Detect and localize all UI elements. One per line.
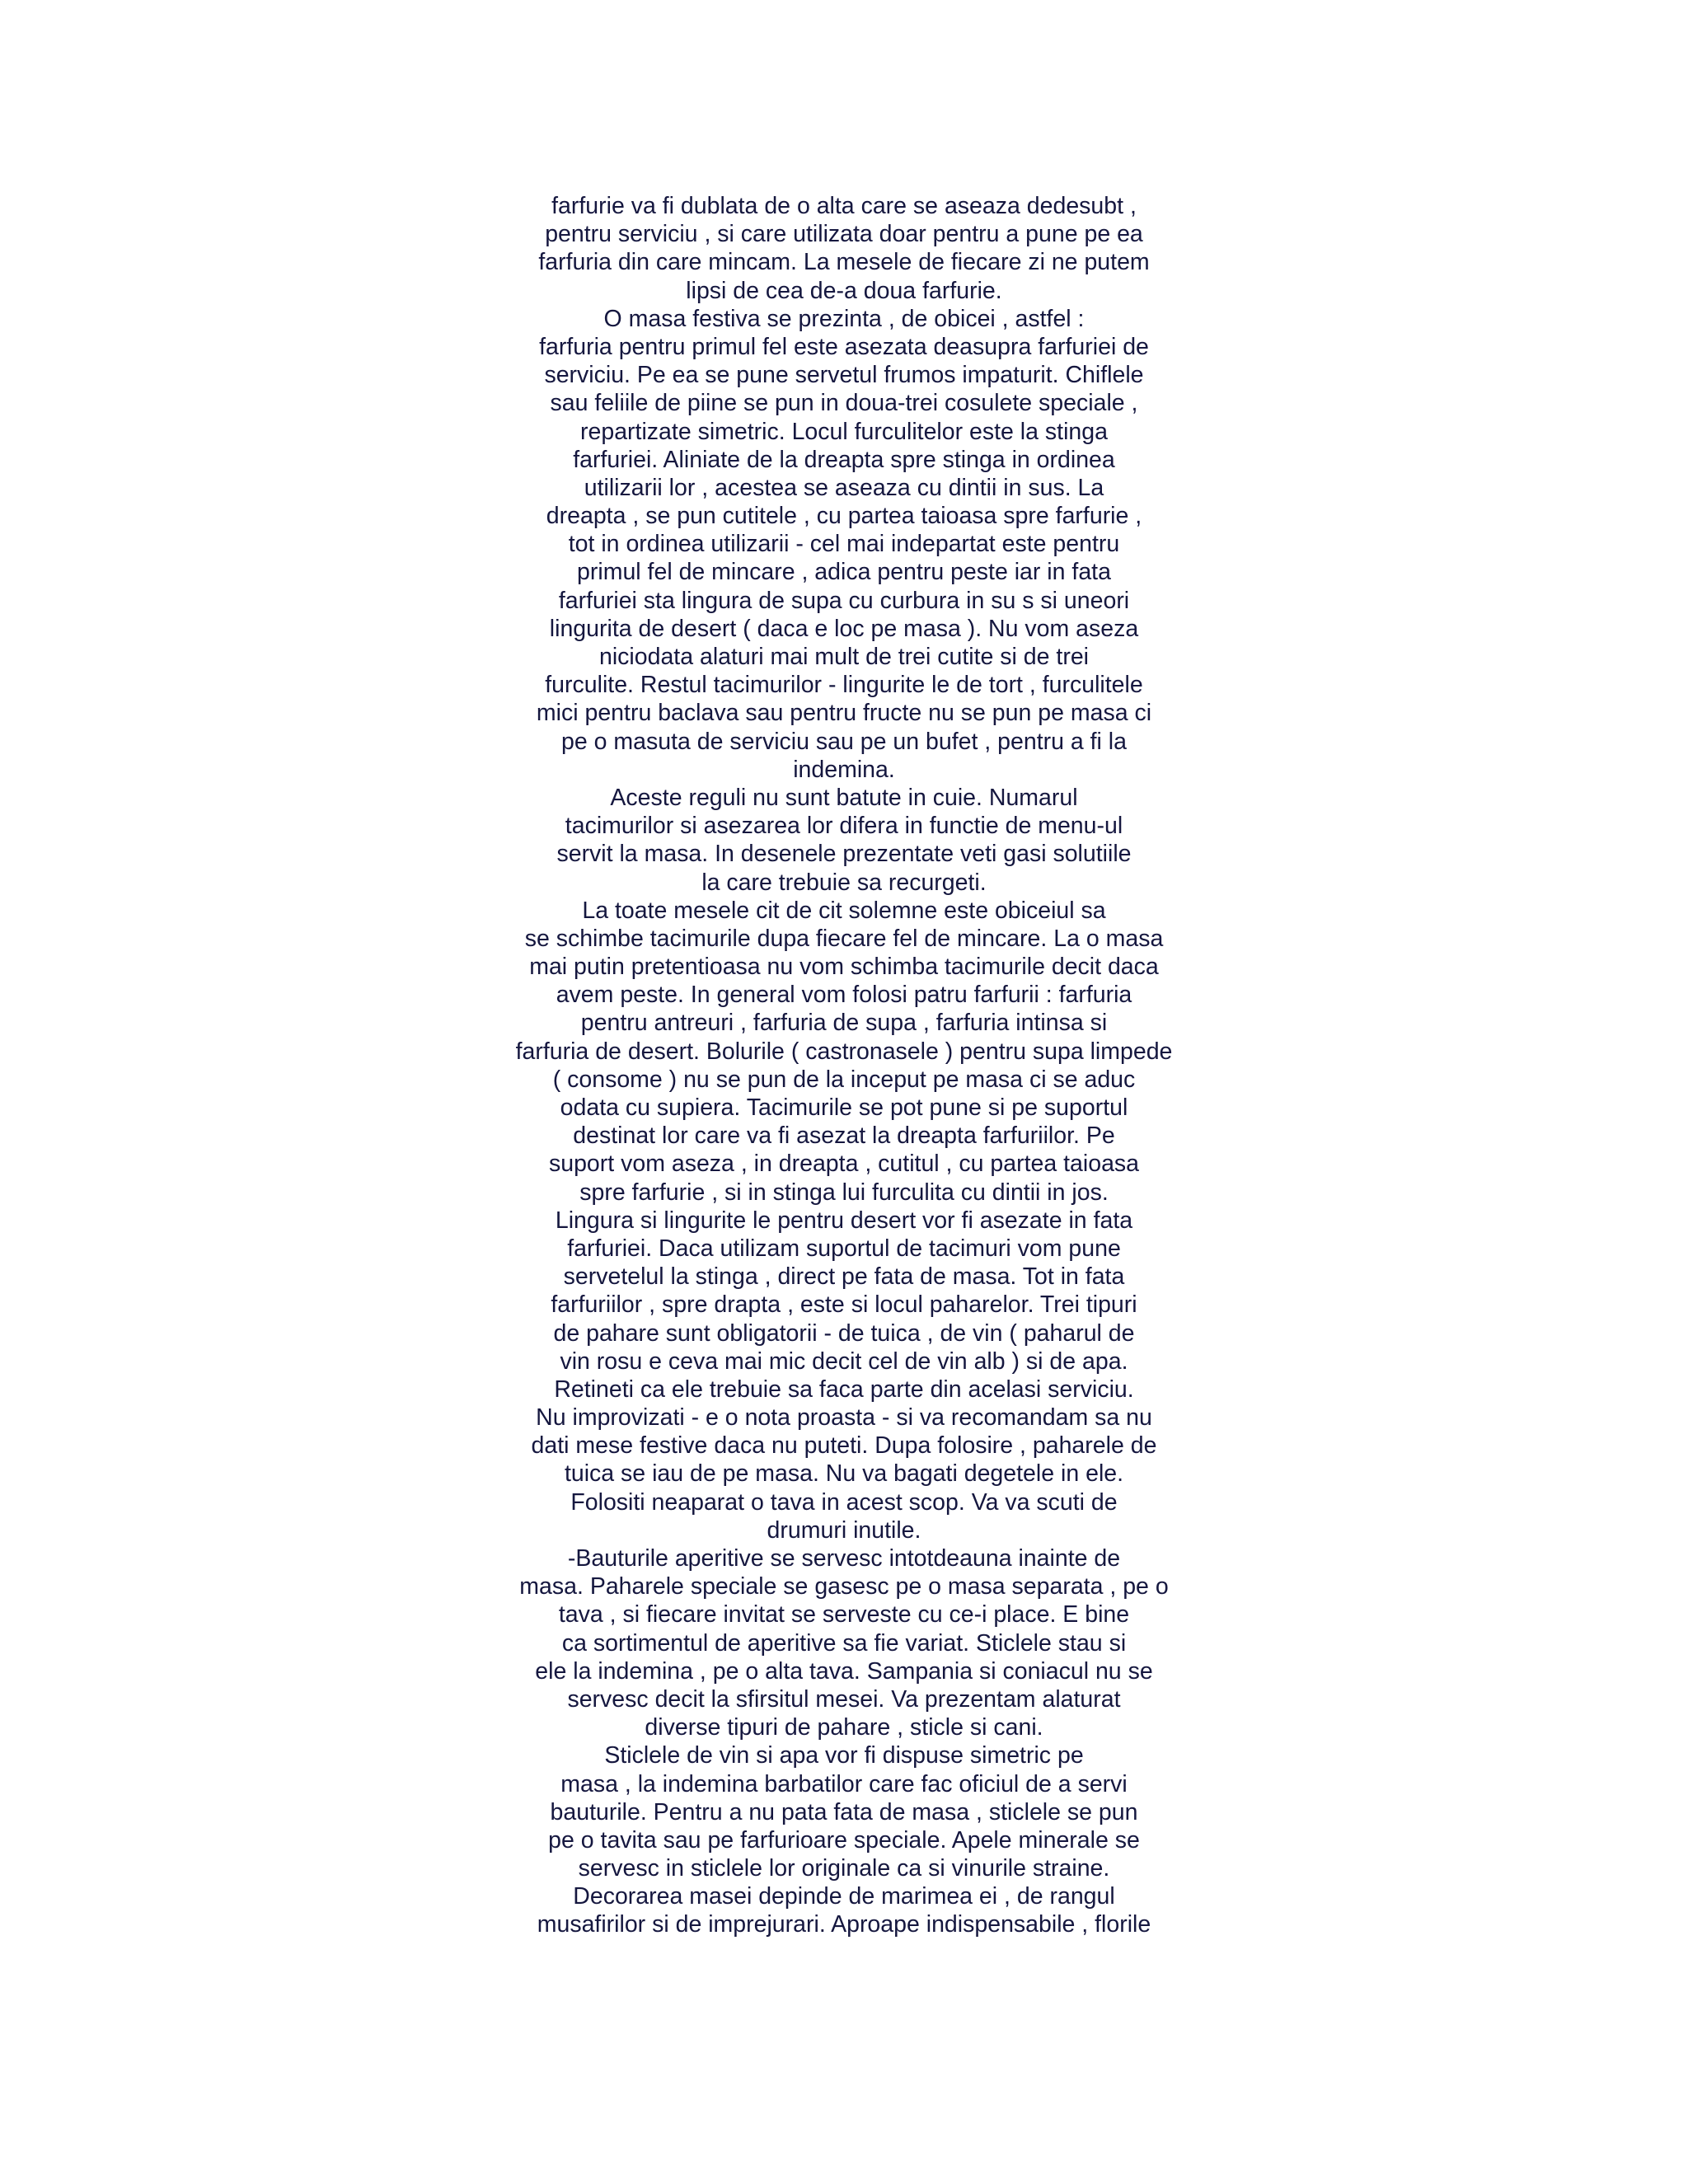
text-line: indemina.	[793, 756, 895, 783]
text-line: diverse tipuri de pahare , sticle si cani.	[645, 1714, 1043, 1741]
text-line: suport vom aseza , in dreapta , cutitul , cu partea taioasa	[548, 1151, 1140, 1178]
text-line: serviciu. Pe ea se pune servetul frumos impaturit. Chiflele	[544, 362, 1144, 389]
text-line: servesc decit la sfirsitul mesei. Va prezentam alaturat	[567, 1685, 1121, 1713]
text-line: Lingura si lingurite le pentru desert vor fi asezate in fata	[555, 1207, 1133, 1234]
text-line: lipsi de cea de-a doua farfurie.	[686, 277, 1002, 304]
text-line: mai putin pretentioasa nu vom schimba tacimurile decit daca	[529, 954, 1159, 981]
text-line: sau feliile de piine se pun in doua-trei cosulete speciale ,	[550, 390, 1138, 417]
text-line: dati mese festive daca nu puteti. Dupa folosire , paharele de	[531, 1432, 1157, 1460]
text-line: spre farfurie , si in stinga lui furculita cu dintii in jos.	[579, 1179, 1109, 1206]
text-line: primul fel de mincare , adica pentru peste iar in fata	[577, 559, 1111, 586]
text-line: farfuriei. Aliniate de la dreapta spre stinga in ordinea	[573, 446, 1115, 473]
text-line: ca sortimentul de aperitive sa fie variat. Sticlele stau si	[561, 1629, 1127, 1657]
text-line: tot in ordinea utilizarii - cel mai indepartat este pentru	[568, 531, 1120, 558]
text-line: destinat lor care va fi asezat la dreapta farfuriilor. Pe	[573, 1122, 1115, 1150]
text-line: La toate mesele cit de cit solemne este obiceiul sa	[582, 897, 1106, 924]
text-line: bauturile. Pentru a nu pata fata de masa , sticlele se pun	[550, 1798, 1138, 1825]
text-line: tuica se iau de pe masa. Nu va bagati degetele in ele.	[564, 1460, 1124, 1488]
text-line: Decorarea masei depinde de marimea ei , de rangul	[573, 1883, 1115, 1910]
text-line: tacimurilor si asezarea lor difera in functie de menu-ul	[565, 813, 1123, 840]
text-line: Retineti ca ele trebuie sa faca parte din acelasi serviciu.	[554, 1376, 1134, 1403]
text-line: musafirilor si de imprejurari. Aproape indispensabile , florile	[537, 1911, 1151, 1938]
text-line: Sticlele de vin si apa vor fi dispuse simetric pe	[604, 1742, 1084, 1769]
text-line: tava , si fiecare invitat se serveste cu ce-i place. E bine	[558, 1601, 1130, 1629]
text-line: farfurie va fi dublata de o alta care se aseaza dedesubt ,	[551, 193, 1137, 219]
text-line: odata cu supiera. Tacimurile se pot pune si pe suportul	[560, 1094, 1128, 1121]
text-line: niciodata alaturi mai mult de trei cutite si de trei	[598, 644, 1090, 670]
text-line: farfuria din care mincam. La mesele de fiecare zi ne putem	[538, 249, 1150, 276]
text-line: Folositi neaparat o tava in acest scop. Va va scuti de	[570, 1488, 1118, 1516]
text-line: farfuriilor , spre drapta , este si locul paharelor. Trei tipuri	[551, 1291, 1137, 1319]
text-line: vin rosu e ceva mai mic decit cel de vin alb ) si de apa.	[560, 1347, 1128, 1375]
text-line: ( consome ) nu se pun de la inceput pe masa ci se aduc	[552, 1066, 1136, 1093]
text-line: pe o tavita sau pe farfurioare speciale. Apele minerale se	[548, 1826, 1140, 1854]
text-line: la care trebuie sa recurgeti.	[701, 869, 987, 896]
text-line: pentru antreuri , farfuria de supa , farfuria intinsa si	[580, 1010, 1108, 1037]
text-line: O masa festiva se prezinta , de obicei , astfel :	[603, 305, 1085, 332]
text-line: farfuria de desert. Bolurile ( castronasele ) pentru supa limpede	[515, 1038, 1173, 1065]
text-line: drumuri inutile.	[767, 1516, 921, 1544]
text-line: pe o masuta de serviciu sau pe un bufet , pentru a fi la	[560, 728, 1127, 755]
text-line: servit la masa. In desenele prezentate veti gasi solutiile	[556, 841, 1132, 868]
text-line: ele la indemina , pe o alta tava. Sampania si coniacul nu se	[535, 1657, 1153, 1685]
text-line: avem peste. In general vom folosi patru farfurii : farfuria	[556, 982, 1132, 1009]
text-line: pentru serviciu , si care utilizata doar pentru a pune pe ea	[545, 221, 1143, 248]
text-line: servesc in sticlele lor originale ca si vinurile straine.	[578, 1855, 1110, 1882]
text-line: repartizate simetric. Locul furculitelor este la stinga	[580, 418, 1108, 445]
text-line: farfuriei sta lingura de supa cu curbura in su s si uneori	[558, 587, 1130, 614]
text-line: furculite. Restul tacimurilor - lingurite le de tort , furculitele	[545, 672, 1143, 699]
text-line: farfuriei. Daca utilizam suportul de tacimuri vom pune	[567, 1235, 1121, 1262]
text-line: de pahare sunt obligatorii - de tuica , de vin ( paharul de	[553, 1319, 1135, 1347]
text-line: Aceste reguli nu sunt batute in cuie. Numarul	[610, 784, 1078, 811]
text-line: mici pentru baclava sau pentru fructe nu se pun pe masa ci	[536, 700, 1152, 727]
text-line: masa. Paharele speciale se gasesc pe o masa separata , pe o	[519, 1573, 1169, 1601]
text-line: lingurita de desert ( daca e loc pe masa ). Nu vom aseza	[549, 615, 1139, 642]
text-line: -Bauturile aperitive se servesc intotdeauna inainte de	[567, 1545, 1121, 1572]
body-text	[412, 192, 1276, 1939]
text-line: masa , la indemina barbatilor care fac oficiul de a servi	[560, 1770, 1128, 1797]
text-line: dreapta , se pun cutitele , cu partea taioasa spre farfurie ,	[546, 503, 1142, 530]
text-line: se schimbe tacimurile dupa fiecare fel de mincare. La o masa	[524, 925, 1164, 952]
text-line: Nu improvizati - e o nota proasta - si va recomandam sa nu	[536, 1404, 1152, 1432]
text-line: utilizarii lor , acestea se aseaza cu dintii in sus. La	[584, 474, 1104, 501]
text-line: farfuria pentru primul fel este asezata deasupra farfuriei de	[539, 333, 1149, 360]
text-line: servetelul la stinga , direct pe fata de masa. Tot in fata	[563, 1263, 1125, 1291]
